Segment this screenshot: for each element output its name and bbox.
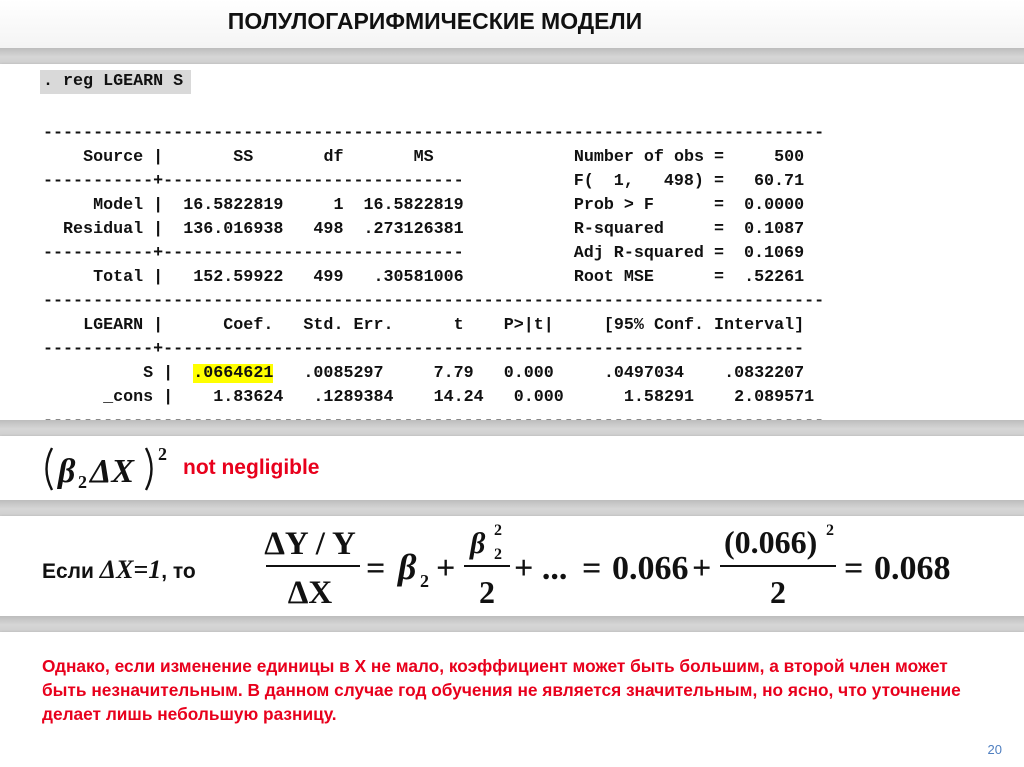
approximation-formula bbox=[258, 515, 968, 615]
svg-text:ΔX: ΔX bbox=[90, 453, 134, 490]
anova-row-model: Model | 16.5822819 1 16.5822819 Prob > F = 0.0000 bbox=[93, 196, 805, 215]
svg-text:+: + bbox=[436, 550, 456, 587]
squared-term-formula bbox=[38, 440, 178, 498]
svg-text:+ ...: + ... bbox=[514, 550, 568, 587]
page-number: 20 bbox=[987, 742, 1002, 757]
explanation-text: Однако, если изменение единицы в X не мало, коэффициент может быть большим, а второй член может быть незначительным. В данном случае год обучения не является значительным, но ясно, что уточнение делает лишь небольшую разницу. bbox=[42, 656, 961, 724]
svg-text:β: β bbox=[58, 453, 76, 490]
svg-text:ΔX: ΔX bbox=[287, 575, 333, 611]
divider-stripe bbox=[0, 48, 1024, 64]
svg-text:ΔY / Y: ΔY / Y bbox=[264, 526, 356, 562]
stat-label: Number of obs = bbox=[573, 148, 725, 167]
svg-text:0.068: 0.068 bbox=[874, 550, 951, 587]
svg-text:=: = bbox=[582, 550, 602, 587]
svg-text:2: 2 bbox=[494, 546, 502, 563]
stat-value: 0.1069 bbox=[744, 244, 805, 263]
svg-text:β: β bbox=[398, 547, 417, 587]
rule-line: ------------------------------------------------------------------------------ bbox=[43, 124, 825, 143]
stat-label: F( 1, 498) = bbox=[573, 172, 724, 191]
condition-prefix: Если bbox=[42, 560, 94, 583]
svg-text:β: β bbox=[470, 527, 486, 560]
stat-label: R-squared = bbox=[573, 220, 725, 239]
svg-text:2: 2 bbox=[770, 574, 786, 610]
svg-text:0.066: 0.066 bbox=[612, 550, 689, 587]
stata-output-panel bbox=[0, 64, 1024, 420]
svg-text:2: 2 bbox=[158, 444, 167, 464]
coef-row-s: S | .0664621 .0085297 7.79 0.000 .0497034 .0832207 bbox=[143, 364, 805, 383]
stat-value: 0.1087 bbox=[744, 220, 805, 239]
negligible-panel bbox=[0, 436, 1024, 500]
not-negligible-label: not negligible bbox=[183, 456, 320, 479]
condition-text bbox=[42, 555, 196, 585]
regression-table: ------------------------------------------------------------------------------ Source | SS df MS Number of obs = 500 -----------+------------------------------ F( 1, 498) = 60.71 Model | 16.5822819 1 16.5822819 Prob > F = 0.0000 Residual | 136.016938 498 .273126381 R-squared = 0.1087 -----------+------------------------------ Adj R-squared = 0.1069 Total | 152.59922 499 .30581006 Root MSE = .52261 ------------------------------------------------------------------------------ LGEARN | Coef. Std. Err. t P>|t| [95% Conf. Interval] -----------+---------------------------------------------------------------- S | .0664621 .0085297 7.79 0.000 .0497034 .0832207 _cons | 1.83624 .1289384 14.24 0.000 1.58291 2.089571 bbox=[43, 124, 825, 407]
anova-header-row: Source | SS df MS Number of obs = 500 bbox=[83, 148, 805, 167]
svg-text:=: = bbox=[366, 550, 386, 587]
coef-row-cons: _cons | 1.83624 .1289384 14.24 0.000 1.58291 2.089571 bbox=[103, 388, 815, 407]
stat-label: Prob > F = bbox=[573, 196, 725, 215]
svg-text:2: 2 bbox=[420, 571, 429, 591]
svg-text:=: = bbox=[844, 550, 864, 587]
stat-value: 60.71 bbox=[754, 172, 805, 191]
svg-text:(0.066): (0.066) bbox=[724, 524, 818, 560]
slide-title: ПОЛУЛОГАРИФМИЧЕСКИЕ МОДЕЛИ bbox=[227, 8, 643, 34]
stat-label: Adj R-squared = bbox=[573, 244, 724, 263]
svg-text:2: 2 bbox=[479, 574, 495, 610]
svg-text:+: + bbox=[692, 550, 712, 587]
divider-stripe bbox=[0, 616, 1024, 632]
svg-text:2: 2 bbox=[78, 472, 87, 492]
condition-delta: ΔX=1 bbox=[99, 555, 162, 584]
coef-header-row: LGEARN | Coef. Std. Err. t P>|t| [95% Conf. Interval] bbox=[83, 316, 805, 335]
divider-stripe bbox=[0, 420, 1024, 436]
stat-label: Root MSE = bbox=[573, 268, 725, 287]
stat-value: 500 bbox=[774, 148, 805, 167]
stata-command: . reg LGEARN S bbox=[40, 70, 191, 94]
anova-row-residual: Residual | 136.016938 498 .273126381 R-squared = 0.1087 bbox=[63, 220, 805, 239]
title-bar bbox=[0, 0, 1024, 48]
stat-value: 0.0000 bbox=[744, 196, 805, 215]
stat-value: .52261 bbox=[744, 268, 805, 287]
highlighted-coefficient: .0664621 bbox=[193, 364, 274, 383]
divider-stripe bbox=[0, 500, 1024, 516]
svg-text:2: 2 bbox=[826, 522, 834, 539]
svg-text:2: 2 bbox=[494, 522, 502, 539]
condition-suffix: , то bbox=[161, 560, 196, 583]
anova-row-total: Total | 152.59922 499 .30581006 Root MSE = .52261 bbox=[93, 268, 805, 287]
